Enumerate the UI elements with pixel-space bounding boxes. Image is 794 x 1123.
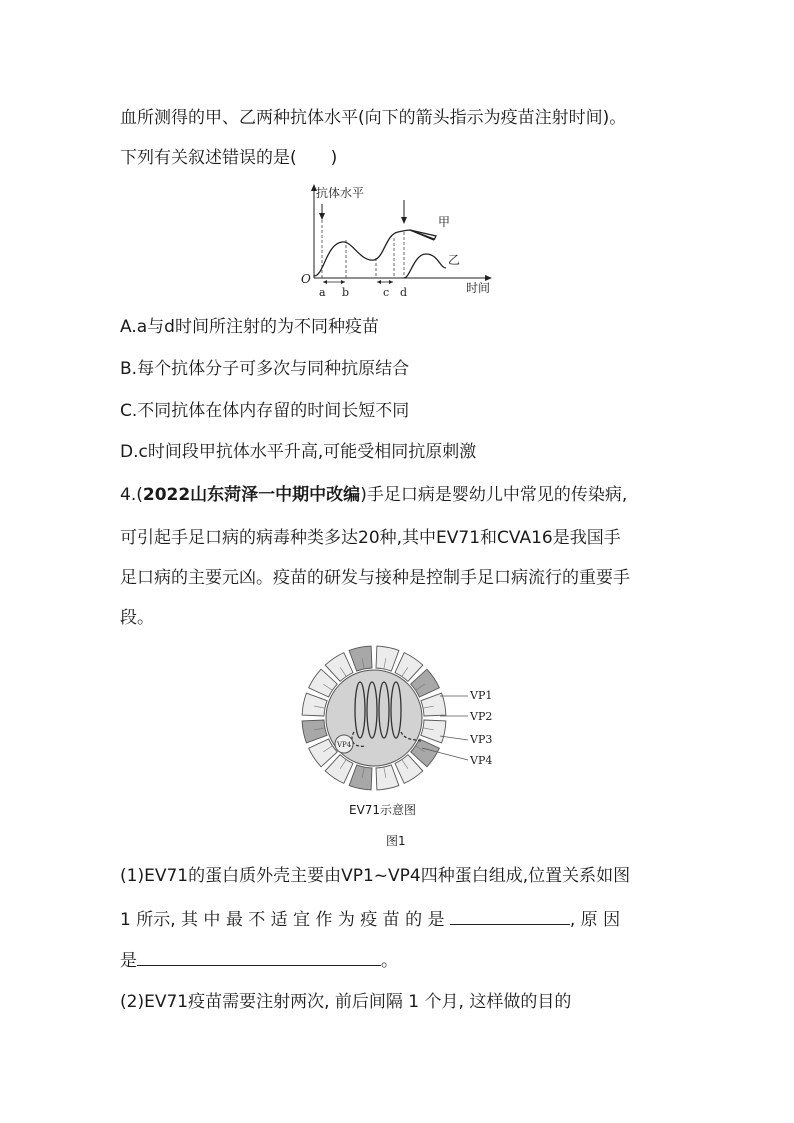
capsid-segment <box>302 693 327 716</box>
option-c: C.不同抗体在体内存留的时间长短不同 <box>120 401 410 421</box>
label-vp3: VP3 <box>470 733 493 746</box>
option-b: B.每个抗体分子可多次与同种抗原结合 <box>120 359 410 379</box>
diagram-subcaption: EV71示意图 <box>349 803 417 817</box>
part-1-line-1: (1)EV71的蛋白质外壳主要由VP1~VP4四种蛋白组成,位置关系如图 <box>120 866 631 886</box>
capsid-segment <box>376 646 399 671</box>
graph-tick-b: b <box>342 286 350 299</box>
capsid-segment <box>349 765 372 790</box>
part-1-reason-prefix: 是 <box>120 951 137 971</box>
label-vp2: VP2 <box>470 710 493 723</box>
option-d: D.c时间段甲抗体水平升高,可能受相同抗原刺激 <box>120 442 477 462</box>
capsid-segment <box>376 765 399 790</box>
question-4-line-1 <box>120 483 627 507</box>
graph-series-jia: 甲 <box>438 215 451 229</box>
label-vp1: VP1 <box>470 689 493 702</box>
stem-line-2: 下列有关叙述错误的是( ) <box>120 148 338 168</box>
stem-line-1: 血所测得的甲、乙两种抗体水平(向下的箭头指示为疫苗注射时间)。 <box>120 108 627 128</box>
option-a: A.a与d时间所注射的为不同种疫苗 <box>120 317 379 337</box>
figure-caption: 图1 <box>386 834 406 848</box>
question-4-line-2: 可引起手足口病的病毒种类多达20种,其中EV71和CVA16是我国手 <box>120 528 621 548</box>
part-1-prompt: 1 所示, 其 中 最 不 适 宜 作 为 疫 苗 的 是 <box>120 910 445 930</box>
question-4-intro: )手足口病是婴幼儿中常见的传染病, <box>360 485 628 505</box>
capsid-segment <box>421 720 446 743</box>
answer-blank-1[interactable] <box>450 906 570 925</box>
part-2-line-1: (2)EV71疫苗需要注射两次, 前后间隔 1 个月, 这样做的目的 <box>120 992 572 1012</box>
answer-blank-2[interactable] <box>137 947 381 966</box>
graph-tick-c: c <box>383 286 390 299</box>
graph-tick-d: d <box>400 286 408 299</box>
capsid-segment <box>349 646 372 671</box>
capsid-segment <box>302 720 327 743</box>
question-4-line-3: 足口病的主要元凶。疫苗的研发与接种是控制手足口病流行的重要手 <box>120 568 630 588</box>
question-4-line-4: 段。 <box>120 608 154 628</box>
graph-origin: O <box>301 272 311 286</box>
graph-y-label: 抗体水平 <box>316 186 365 200</box>
graph-series-yi: 乙 <box>448 253 461 267</box>
antibody-level-graph <box>298 182 498 300</box>
capsid-segment <box>421 693 446 716</box>
part-1-reason-label: , 原 因 <box>569 910 621 930</box>
question-4-source: 2022山东菏泽一中期中改编 <box>142 485 361 505</box>
graph-x-label: 时间 <box>466 281 491 295</box>
question-4-prefix: 4.( <box>120 485 143 505</box>
graph-tick-a: a <box>319 286 326 299</box>
part-1-reason-end: 。 <box>381 951 398 971</box>
ev71-diagram <box>300 644 500 804</box>
part-1-line-2 <box>120 906 620 932</box>
part-1-line-3 <box>120 947 398 973</box>
label-vp4: VP4 <box>470 754 493 767</box>
inner-vp4-label: VP4 <box>337 741 352 749</box>
